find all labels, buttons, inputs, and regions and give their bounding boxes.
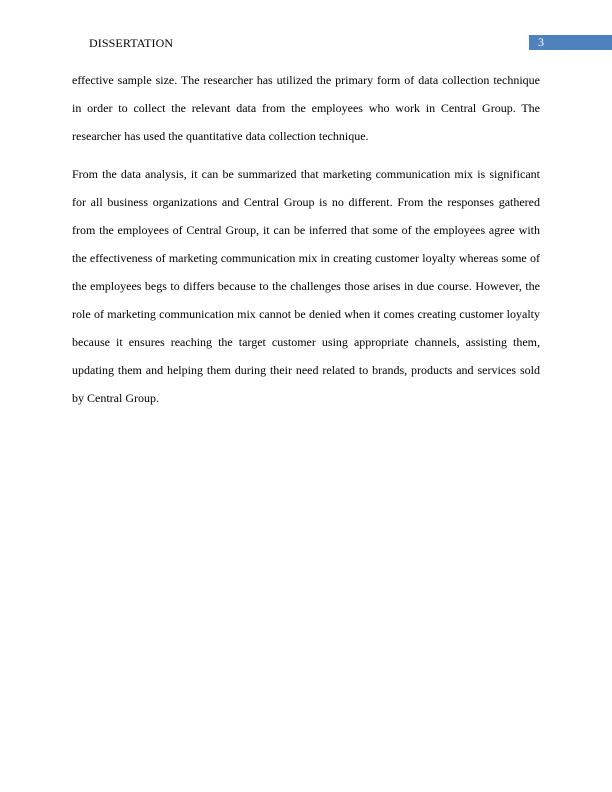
paragraph-1: effective sample size. The researcher has utilized the primary form of data collection technique in order to collect the relevant data from the employees who work in Central Group. The researcher has used the quantitative data collection technique. xyxy=(72,73,540,143)
paragraph-2: From the data analysis, it can be summarized that marketing communication mix is significant for all business organizations and Central Group is no different. From the responses gathered from the employees of Central Group, it can be inferred that some of the employees agree with the effectiveness of marketing communication mix in creating customer loyalty whereas some of the employees begs to differs because to the challenges those arises in due course. However, the role of marketing communication mix cannot be denied when it comes creating customer loyalty because it ensures reaching the target customer using appropriate channels, assisting them, updating them and helping them during their need related to brands, products and services sold by Central Group. xyxy=(72,167,540,405)
page-number-bar xyxy=(529,35,612,50)
body-text xyxy=(72,66,540,422)
page-number: 3 xyxy=(538,35,544,49)
running-header-title: DISSERTATION xyxy=(89,36,174,50)
